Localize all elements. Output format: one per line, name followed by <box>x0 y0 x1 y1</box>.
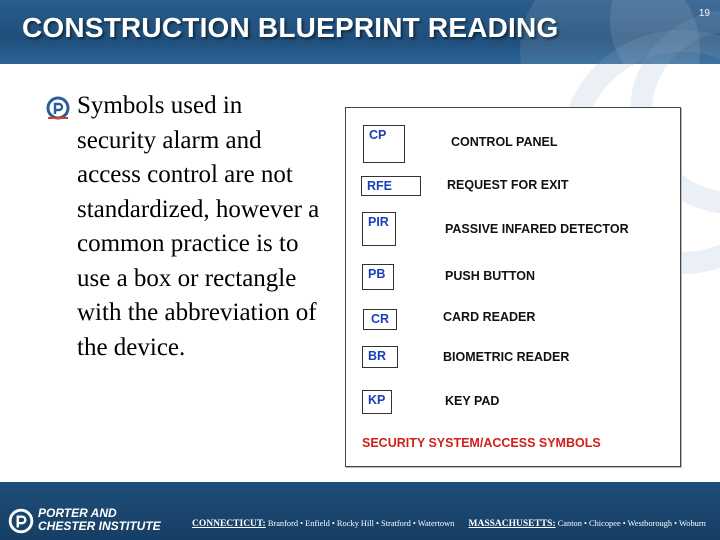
state-label-ct: CONNECTICUT: <box>192 519 266 529</box>
symbol-label-br: BIOMETRIC READER <box>443 350 570 364</box>
brand-name-line2: CHESTER INSTITUTE <box>38 519 161 533</box>
symbol-box-br: BR <box>362 346 398 368</box>
bullet-text: Symbols used in security alarm and access control are not standardized, however a common practice is to use a box or rectangle with the abbreviation of the device. <box>77 92 320 361</box>
state-label-ma: MASSACHUSETTS: <box>468 519 556 529</box>
symbol-box-cr: CR <box>363 309 397 330</box>
symbol-label-pir: PASSIVE INFARED DETECTOR <box>445 222 629 236</box>
legend-caption: SECURITY SYSTEM/ACCESS SYMBOLS <box>362 436 601 450</box>
page-title: CONSTRUCTION BLUEPRINT READING <box>22 12 559 43</box>
symbol-box-pir: PIR <box>362 212 396 246</box>
symbol-legend <box>345 107 681 467</box>
campus-locations <box>192 519 712 529</box>
symbol-box-pb: PB <box>362 264 394 290</box>
brand-name-line1: PORTER AND <box>38 506 117 520</box>
symbol-label-kp: KEY PAD <box>445 394 500 408</box>
symbol-label-rfe: REQUEST FOR EXIT <box>447 178 569 192</box>
towns-ma: Canton • Chicopee • Westborough • Woburn <box>557 519 706 528</box>
symbol-box-rfe: RFE <box>361 176 421 196</box>
footer-band <box>0 482 720 540</box>
symbol-box-cp: CP <box>363 125 405 163</box>
bullet-logo-icon <box>46 96 70 120</box>
slide-number: 19 <box>698 8 710 19</box>
symbol-label-cr: CARD READER <box>443 310 536 324</box>
symbol-box-kp: KP <box>362 390 392 414</box>
symbol-label-pb: PUSH BUTTON <box>445 269 536 283</box>
symbol-label-cp: CONTROL PANEL <box>451 135 558 149</box>
institute-logo-icon <box>8 508 34 534</box>
towns-ct: Branford • Enfield • Rocky Hill • Stratford • Watertown <box>267 519 455 528</box>
